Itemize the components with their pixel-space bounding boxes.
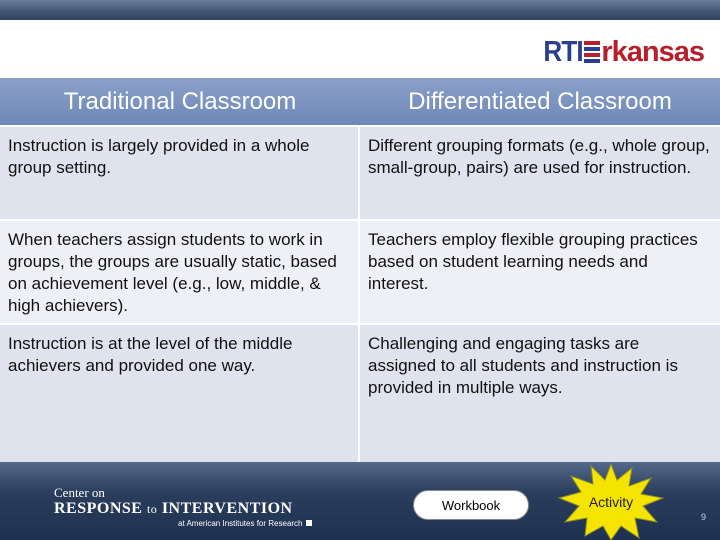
cell-traditional: When teachers assign students to work in groups, the groups are usually static, based on achievement level (e.g., low, middle, & high achievers). (0, 221, 358, 323)
cell-differentiated: Different grouping formats (e.g., whole group, small-group, pairs) are used for instruction. (360, 127, 720, 219)
cell-traditional: Instruction is largely provided in a whole group setting. (0, 127, 358, 219)
table-row (0, 325, 720, 462)
table-row (0, 221, 720, 323)
comparison-table (0, 78, 720, 462)
workbook-button[interactable]: Workbook (413, 490, 529, 520)
top-title-bar (0, 0, 720, 20)
logo-arkansas-text: rkansas (601, 35, 704, 68)
square-icon (306, 520, 312, 526)
header-traditional: Traditional Classroom (63, 87, 297, 115)
center-rti-logo (54, 486, 312, 530)
header-differentiated: Differentiated Classroom (408, 87, 672, 115)
table-row (0, 127, 720, 219)
activity-button[interactable] (557, 462, 665, 540)
flag-a-icon (584, 39, 600, 65)
cell-differentiated: Challenging and engaging tasks are assigned to all students and instruction is provided in multiple ways. (360, 325, 720, 462)
center-logo-line1: Center on (54, 485, 105, 500)
logo-rti-text: RTI (542, 35, 583, 68)
slide-header (0, 20, 720, 78)
activity-label: Activity (588, 494, 634, 510)
center-logo-intervention: INTERVENTION (161, 500, 293, 517)
center-logo-to: to (146, 502, 158, 516)
cell-traditional: Instruction is at the level of the middle achievers and provided one way. (0, 325, 358, 462)
center-logo-air: at American Institutes for Research (178, 519, 303, 528)
rti-arkansas-logo (539, 36, 704, 68)
center-logo-line2 (54, 500, 312, 518)
center-logo-response: RESPONSE (54, 500, 143, 517)
page-number: 9 (700, 512, 706, 522)
table-header (0, 78, 720, 125)
cell-differentiated: Teachers employ flexible grouping practices based on student learning needs and interest. (360, 221, 720, 323)
center-logo-line3 (178, 518, 312, 530)
